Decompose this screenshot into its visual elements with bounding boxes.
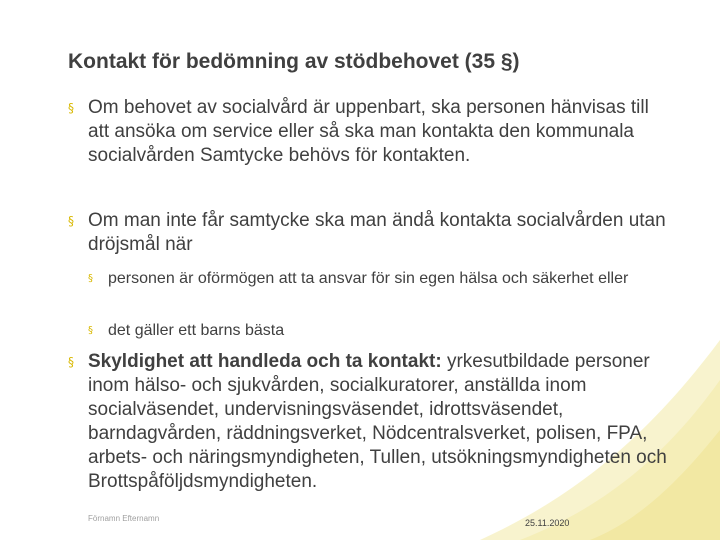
bullet-marker: § bbox=[68, 214, 74, 228]
sub-bullet-text: personen är oförmögen att ta ansvar för sin egen hälsa och säkerhet eller bbox=[108, 270, 629, 287]
bullet-marker: § bbox=[88, 273, 93, 284]
sub-bullet-item bbox=[88, 320, 658, 342]
slide-title: Kontakt för bedömning av stödbehovet (35 §) bbox=[68, 50, 520, 73]
bullet-marker: § bbox=[88, 325, 93, 336]
bullet-text: Om man inte får samtycke ska man ändå kontakta socialvården utan dröjsmål när bbox=[88, 210, 666, 255]
bullet-strong-lead: Skyldighet att handleda och ta kontakt: bbox=[88, 351, 442, 372]
bullet-marker: § bbox=[68, 101, 74, 115]
bullet-item bbox=[68, 350, 668, 494]
footer-date: 25.11.2020 bbox=[525, 518, 570, 528]
bullet-body: yrkesutbildade personer inom hälso- och sjukvården, socialkuratorer, anställda inom socialväsendet, undervisningsväsendet, idrottsväsendet, barndagvården, räddningsverket, Nödcentralsverket, polisen, FPA, arbets- och näringsmyndigheten, Tullen, utsökningsmyndigheten och Brottspåföljdsmyndigheten. bbox=[88, 351, 667, 492]
bullet-marker: § bbox=[68, 355, 74, 369]
bullet-text bbox=[88, 350, 668, 494]
bullet-item bbox=[68, 96, 668, 168]
footer-author: Förnamn Efternamn bbox=[88, 514, 160, 523]
bullet-item bbox=[68, 209, 668, 257]
bullet-text: Om behovet av socialvård är uppenbart, ska personen hänvisas till att ansöka om service eller så ska man kontakta den kommunala socialvården Samtycke behövs för kontakten. bbox=[88, 97, 649, 166]
sub-bullet-text: det gäller ett barns bästa bbox=[108, 322, 285, 339]
sub-bullet-item bbox=[88, 268, 658, 290]
